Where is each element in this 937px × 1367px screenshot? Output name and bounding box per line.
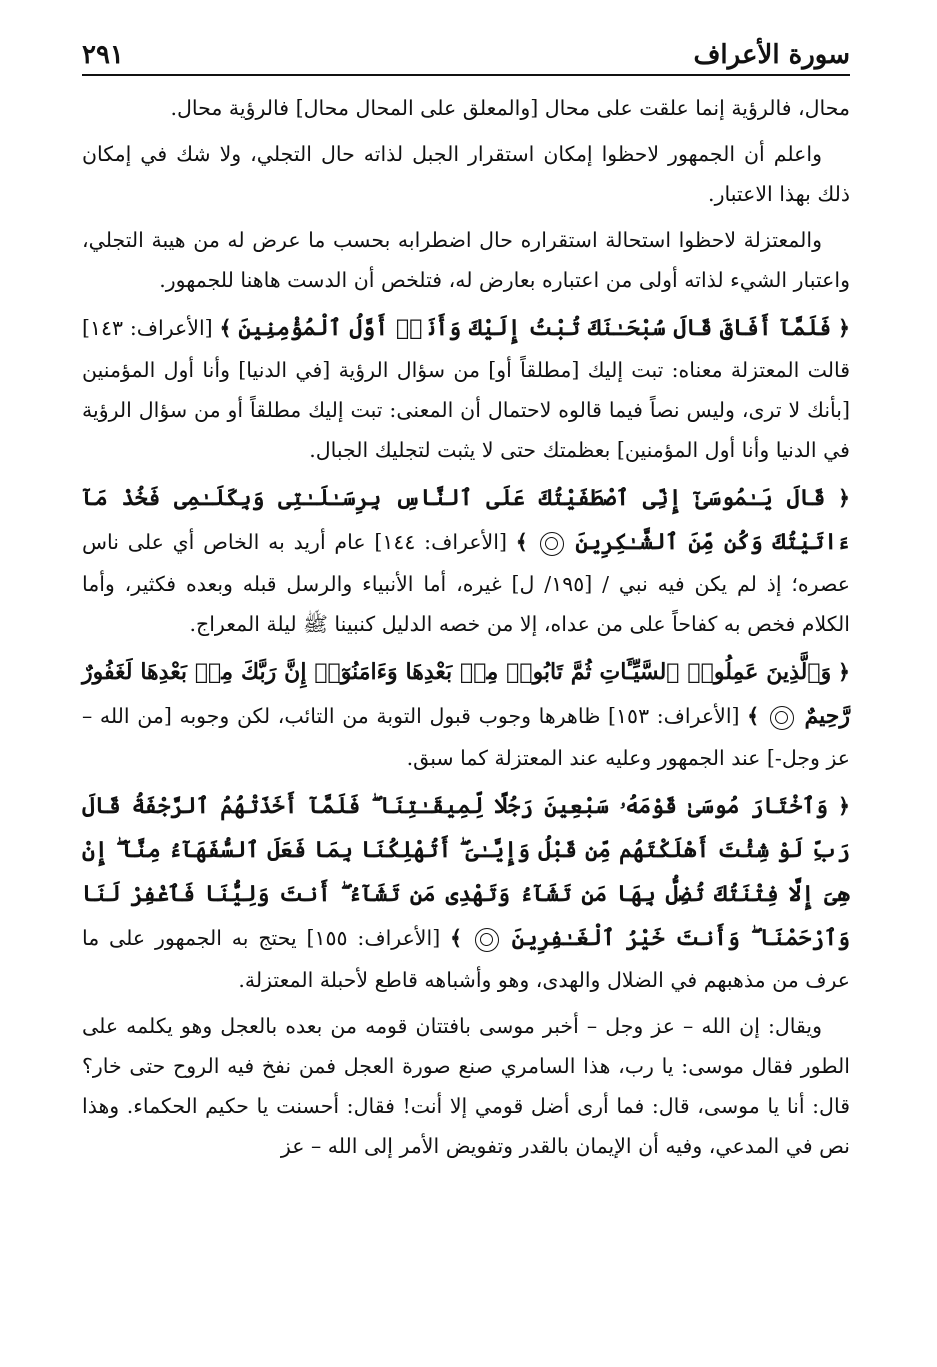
- ayah-number-marker-icon: [770, 706, 794, 730]
- verse-close-brace: ﴾: [515, 530, 528, 554]
- page-header: [82, 26, 850, 76]
- ayah-number-marker-icon: [540, 532, 564, 556]
- paragraph-4: [82, 306, 850, 470]
- paragraph-6: [82, 650, 850, 778]
- commentary-text: [الأعراف: ١٥٥] يحتج به الجمهور على ما عرف من مذهبهم في الضلال والهدى، وهو وأشباهه قاطع لأحبلة المعتزلة.: [82, 926, 850, 992]
- surah-title: سورة الأعراف: [693, 40, 850, 70]
- quran-verse: قَالَ يَـٰمُوسَىٰٓ إِنِّى ٱصْطَفَيْتُكَ عَلَى ٱلنَّاسِ بِرِسَـٰلَـٰتِى وَبِكَلَـٰمِى فَخُذْ مَآ ءَاتَيْتُكَ وَكُن مِّنَ ٱلشَّـٰكِرِينَ: [82, 485, 850, 555]
- commentary-text: [الأعراف: ١٤٣] قالت المعتزلة معناه: تبت إليك [مطلقاً أو] من سؤال الرؤية [في الدنيا] وأنا أول المؤمنين [بأنك لا ترى، وليس نصاً فيما قالوه لاحتمال أن المعنى: تبت إليك مطلقاً أو من سؤال الرؤية في الدنيا وأنا أول المؤمنين] بعظمتك حتى لا يثبت لتجليك الجبال.: [82, 316, 851, 462]
- verse-open-brace: ﴿: [837, 794, 850, 818]
- paragraph-3: والمعتزلة لاحظوا استحالة استقراره حال اضطرابه بحسب ما عرض له من هيبة التجلي، واعتبار الشيء لذاته أولى من اعتباره بعارض له، فتلخص أن الدست هاهنا للجمهور.: [82, 228, 850, 292]
- quran-verse: وَٱلَّذِينَ عَمِلُوا۟ ٱلسَّيِّـَٔاتِ ثُمَّ تَابُوا۟ مِنۢ بَعْدِهَا وَءَامَنُوٓا۟ إِنَّ رَبَّكَ مِنۢ بَعْدِهَا لَغَفُورٌ رَّحِيمٌ: [82, 659, 850, 729]
- paragraph-7: [82, 784, 850, 1000]
- commentary-text: [الأعراف: ١٥٣] ظاهرها وجوب قبول التوبة من التائب، لكن وجوبه [من الله – عز وجل-] عند الجمهور وعليه عند المعتزلة كما سبق.: [82, 704, 850, 770]
- verse-close-brace: ﴾: [450, 926, 463, 950]
- quran-verse: فَلَمَّآ أَفَاقَ قَالَ سُبْحَـٰنَكَ تُبْتُ إِلَيْكَ وَأَنَا۠ أَوَّلُ ٱلْمُؤْمِنِينَ: [238, 315, 832, 341]
- page-number: ٢٩١: [82, 40, 124, 70]
- paragraph-1: محال، فالرؤية إنما علقت على محال [والمعلق على المحال محال] فالرؤية محال.: [170, 96, 850, 120]
- commentary-text: [الأعراف: ١٤٤] عام أريد به الخاص أي على ناس عصره؛ إذ لم يكن فيه نبي / [١٩٥/ ل] غيره، أما الأنبياء والرسل قبله وبعده فكثير، وأما الكلام فخص به كفاحاً على من عداه، إلا من خصه الدليل كنبينا ﷺ ليلة المعراج.: [82, 530, 850, 636]
- quran-verse: وَٱخْتَارَ مُوسَىٰ قَوْمَهُۥ سَبْعِينَ رَجُلًا لِّمِيقَـٰتِنَا ۖ فَلَمَّآ أَخَذَتْهُمُ ٱلرَّجْفَةُ قَالَ رَبِّ لَوْ شِئْتَ أَهْلَكْتَهُم مِّن قَبْلُ وَإِيَّـٰىَ ۖ أَتُهْلِكُنَا بِمَا فَعَلَ ٱلسُّفَهَآءُ مِنَّآ ۖ إِنْ هِىَ إِلَّا فِتْنَتُكَ تُضِلُّ بِهَا مَن تَشَآءُ وَتَهْدِى مَن تَشَآءُ ۖ أَنتَ وَلِيُّنَا فَٱغْفِرْ لَنَا وَٱرْحَمْنَا ۖ وَأَنتَ خَيْرُ ٱلْغَـٰفِرِينَ: [82, 793, 850, 951]
- page: [82, 26, 850, 1172]
- page-body: [82, 88, 850, 1166]
- verse-close-brace: ﴾: [219, 316, 232, 340]
- verse-open-brace: ﴿: [837, 316, 850, 340]
- verse-open-brace: ﴿: [837, 486, 850, 510]
- verse-open-brace: ﴿: [837, 660, 850, 684]
- verse-close-brace: ﴾: [747, 704, 760, 728]
- paragraph-8: ويقال: إن الله – عز وجل – أخبر موسى بافتتان قومه من بعده بالعجل وهو يكلمه على الطور فقال موسى: يا رب، هذا السامري صنع صورة العجل فمن نفخ فيه الروح حتى خار؟ قال: أنا يا موسى، قال: فما أرى أضل قومي إلا أنت! فقال: أحسنت يا حكيم الحكماء. وهذا نص في المدعي، وفيه أن الإيمان بالقدر وتفويض الأمر إلى الله – عز: [82, 1014, 850, 1158]
- paragraph-5: [82, 476, 850, 644]
- ayah-number-marker-icon: [475, 928, 499, 952]
- paragraph-2: واعلم أن الجمهور لاحظوا إمكان استقرار الجبل لذاته حال التجلي، ولا شك في إمكان ذلك بهذا الاعتبار.: [82, 142, 850, 206]
